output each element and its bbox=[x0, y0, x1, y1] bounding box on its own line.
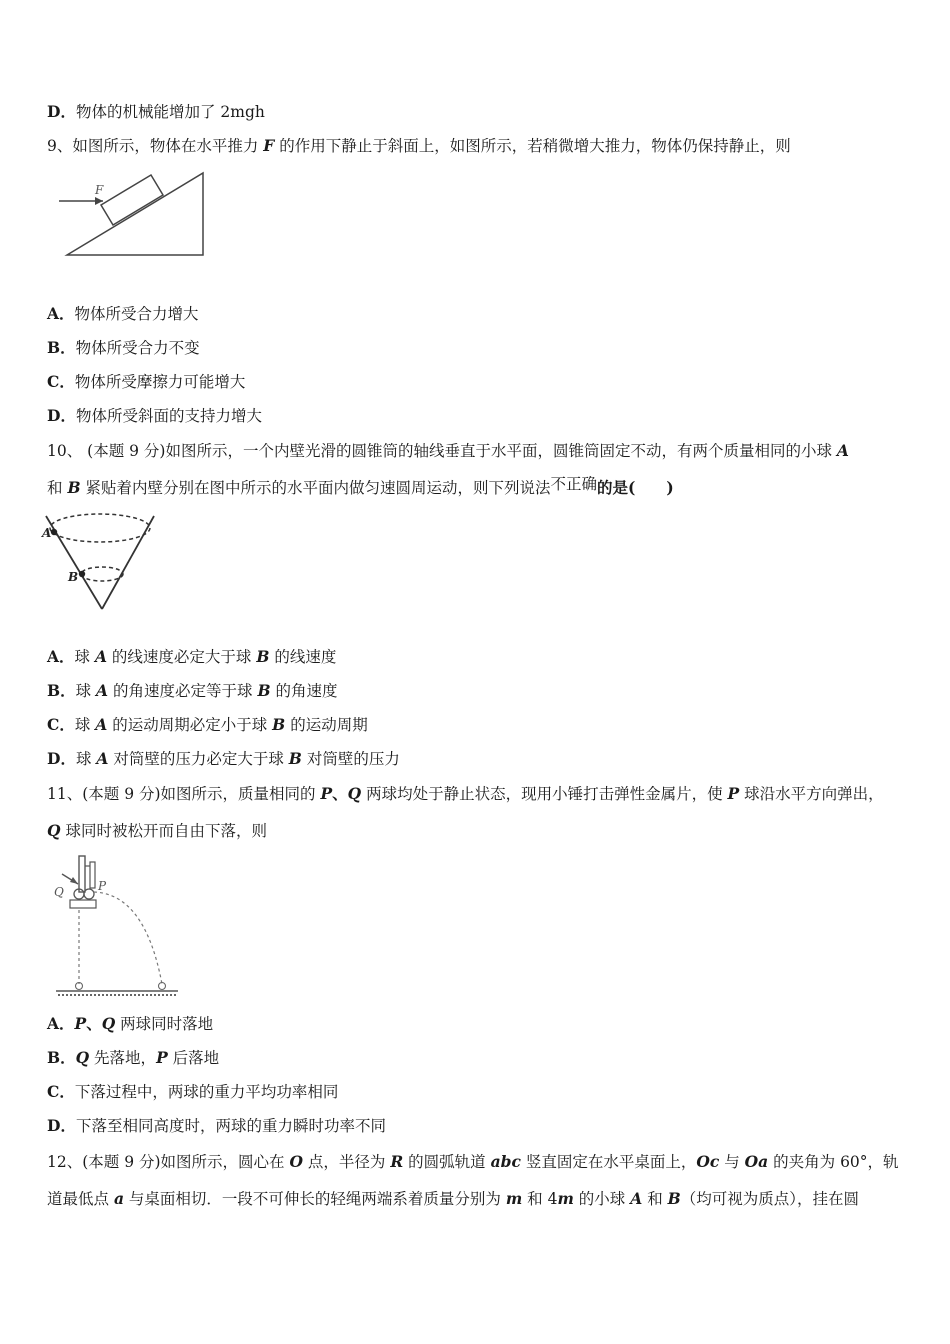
q9-option-c: C．物体所受摩擦力可能增大 bbox=[47, 372, 246, 391]
q10-cone-figure bbox=[40, 508, 160, 614]
q9-option-b: B．物体所受合力不变 bbox=[47, 338, 200, 357]
q10-option-a: A．球 A 的线速度必定大于球 B 的线速度 bbox=[47, 647, 337, 666]
q12-stem-line2: 道最低点 a 与桌面相切．一段不可伸长的轻绳两端系着质量分别为 m 和 4m 的小球 A 和 B（均可视为质点），挂在圆 bbox=[47, 1189, 859, 1208]
q9-option-a: A．物体所受合力增大 bbox=[47, 304, 199, 323]
q9-stem: 9、如图所示，物体在水平推力 F 的作用下静止于斜面上，如图所示，若稍微增大推力，物体仍保持静止，则 bbox=[47, 136, 791, 155]
q10-option-c: C．球 A 的运动周期必定小于球 B 的运动周期 bbox=[47, 715, 368, 734]
q11-stem-line2: Q 球同时被松开而自由下落，则 bbox=[47, 821, 267, 840]
q11-option-c: C．下落过程中，两球的重力平均功率相同 bbox=[47, 1082, 339, 1101]
q10-stem-line1: 10、 (本题 9 分)如图所示，一个内壁光滑的圆锥筒的轴线垂直于水平面，圆锥筒固定不动，有两个质量相同的小球 A bbox=[47, 441, 849, 460]
q9-option-d: D．物体所受斜面的支持力增大 bbox=[47, 406, 262, 425]
q11-option-a: A．P、Q 两球同时落地 bbox=[47, 1014, 214, 1033]
q11-option-b: B．Q 先落地，P 后落地 bbox=[47, 1048, 220, 1067]
q10-option-b: B．球 A 的角速度必定等于球 B 的角速度 bbox=[47, 681, 338, 700]
q11-fig-label-q: Q bbox=[54, 885, 64, 899]
q11-fig-label-p: P bbox=[98, 879, 107, 893]
q8-option-d: D．物体的机械能增加了 2mgh bbox=[47, 102, 265, 121]
q10-fig-label-b: B bbox=[68, 570, 79, 584]
q9-fig-label-f: F bbox=[95, 183, 104, 197]
q10-option-d: D．球 A 对筒壁的压力必定大于球 B 对筒壁的压力 bbox=[47, 749, 400, 768]
q10-fig-label-a: A bbox=[42, 526, 52, 540]
q11-stem-line1: 11、(本题 9 分)如图所示，质量相同的 P、Q 两球均处于静止状态，现用小锤打击弹性金属片，使 P 球沿水平方向弹出， bbox=[47, 784, 884, 803]
q11-option-d: D．下落至相同高度时，两球的重力瞬时功率不同 bbox=[47, 1116, 386, 1135]
q9-incline-figure bbox=[55, 168, 215, 260]
q12-stem-line1: 12、(本题 9 分)如图所示，圆心在 O 点，半径为 R 的圆弧轨道 abc 竖直固定在水平桌面上，Oc 与 Oa 的夹角为 60°，轨 bbox=[47, 1152, 899, 1171]
q11-projectile-figure bbox=[50, 854, 185, 998]
q10-stem-line2: 和 B 紧贴着内壁分别在图中所示的水平面内做匀速圆周运动，则下列说法不正确的是( ) bbox=[47, 475, 674, 497]
